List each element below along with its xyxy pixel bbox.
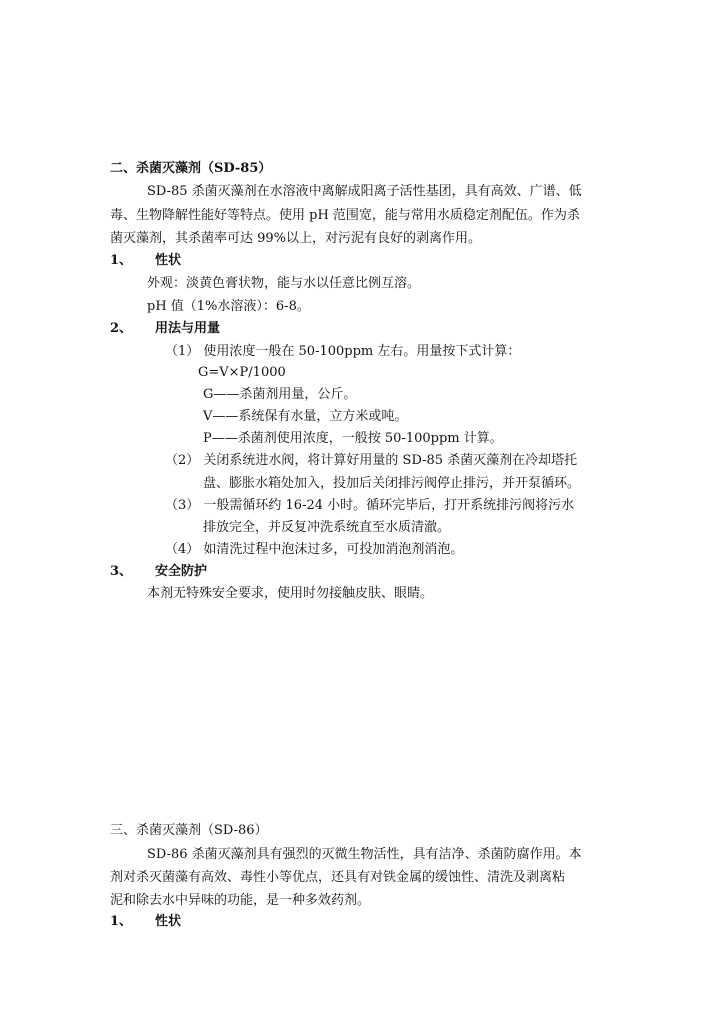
item-number: 2、 [110,321,133,336]
formula-definition: G——杀菌剂用量，公斤。 [203,387,357,402]
formula-line: G=V×P/1000 [198,365,286,380]
usage-line: （2） 关闭系统进水阀，将计算好用量的 SD-85 杀菌灭藻剂在冷却塔托 [165,453,578,468]
safety-text: 本剂无特殊安全要求，使用时勿接触皮肤、眼睛。 [147,586,434,601]
intro-line: SD-86 杀菌灭藻剂具有强烈的灭微生物活性，具有洁净、杀菌防腐作用。本 [147,847,582,862]
usage-line: 排放完全，并反复冲洗系统直至水质清澈。 [203,520,451,535]
item-title-properties: 性状 [155,253,182,268]
intro-line: 剂对杀灭菌藻有高效、毒性小等优点，还具有对铁金属的缓蚀性、清洗及剥离粘 [110,870,566,885]
item-number: 1、 [110,253,133,268]
formula-definition: V——系统保有水量，立方米或吨。 [203,409,408,424]
item-title-usage: 用法与用量 [155,321,221,336]
section-heading-sd86: 三、杀菌灭藻剂（SD-86） [110,823,268,838]
item-title-safety: 安全防护 [155,564,208,579]
intro-line: 毒、生物降解性能好等特点。使用 pH 范围宽，能与常用水质稳定剂配伍。作为杀 [110,208,580,223]
usage-line: （3） 一般需循环约 16-24 小时。循环完毕后，打开系统排污阀将污水 [165,498,575,513]
property-line: pH 值（1%水溶液）：6-8。 [147,299,310,314]
usage-line: 盘、膨胀水箱处加入，投加后关闭排污阀停止排污，并开泵循环。 [203,476,581,491]
usage-line: （4） 如清洗过程中泡沫过多，可投加消泡剂消泡。 [165,542,464,557]
item-number: 1、 [110,914,133,929]
formula-definition: P——杀菌剂使用浓度，一般按 50-100ppm 计算。 [203,431,503,446]
property-line: 外观：淡黄色膏状物，能与水以任意比例互溶。 [147,276,421,291]
intro-line: 泥和除去水中异味的功能，是一种多效药剂。 [110,893,371,908]
intro-line: SD-85 杀菌灭藻剂在水溶液中离解成阳离子活性基团，具有高效、广谱、低 [147,184,582,199]
intro-line: 菌灭藻剂，其杀菌率可达 99%以上，对污泥有良好的剥离作用。 [110,231,482,246]
item-number: 3、 [110,564,133,579]
section-heading-sd85: 二、杀菌灭藻剂（SD-85） [110,161,272,176]
item-title-properties: 性状 [155,914,182,929]
usage-line: （1） 使用浓度一般在 50-100ppm 左右。用量按下式计算： [165,344,521,359]
